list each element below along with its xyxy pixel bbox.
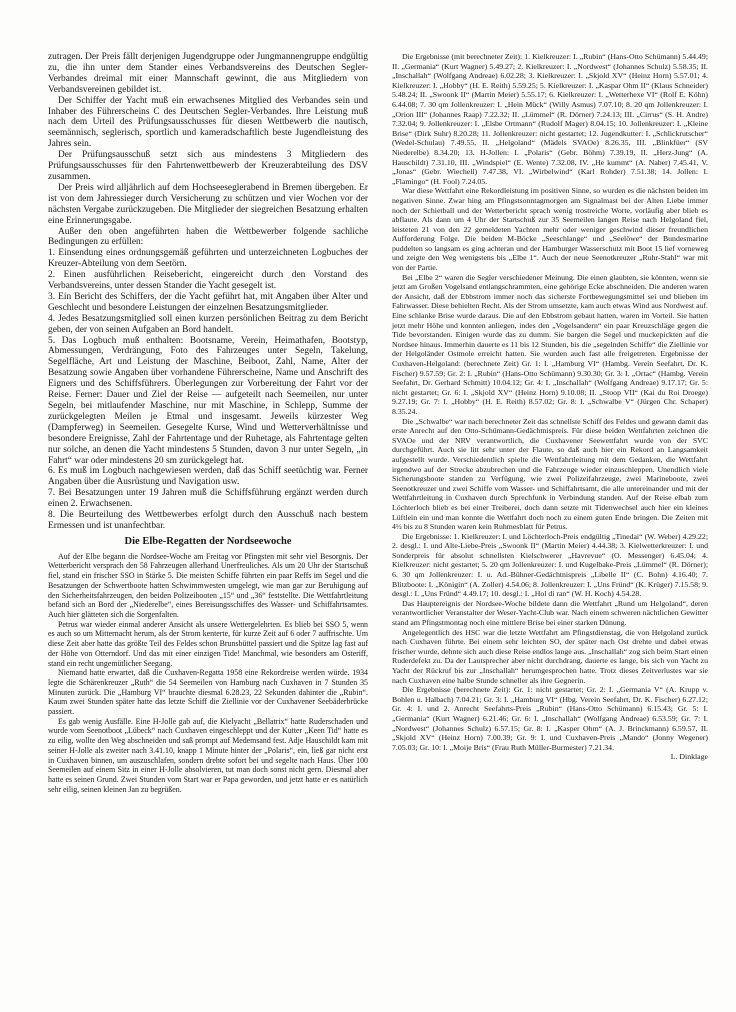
paragraph: zutragen. Der Preis fällt derjenigen Jugendgruppe oder Jungmannengruppe endgültig zu, die ihn unter dem Stander eines Verbandsvereins des Deutschen Segler-Verbandes dreimal mit einer Mannschaft gewinnt, die aus Mitgliedern von Verbandsvereinen gebildet ist. — [48, 52, 368, 95]
condition-item: 2. Einen ausführlichen Reisebericht, eingereicht durch den Vorstand des Verbandsvereins, unter dessen Stander die Yacht gesegelt ist. — [48, 270, 368, 292]
paragraph: Der Schiffer der Yacht muß ein erwachsenes Mitglied des Verbandes sein und Inhaber des Führerscheins C des Deutschen Segler-Verbandes. Ihre Leistung muß nach dem Urteil des Prüfungsausschusses für diesen Wettbewerb die nautisch, seemännisch, seglerisch, sportlich und kameradschaftlich beste Jugendleistung des Jahres sein. — [48, 95, 368, 150]
paragraph: Es gab wenig Ausfälle. Eine H-Jolle gab auf, die Kielyacht „Bellatrix“ hatte Ruderschaden und wurde vom Seenotboot „Lübeck“ nach Cuxhaven eingeschleppt und der Kutter „Keen Tid“ hatte es zu eilig, wollte den Weg abschneiden und saß prompt auf Medemsand fest. Adje Hauschildt kam mit seiner H-Jolle als zweiter nach 3.41.10, knapp 1 Minute hinter der „Polaris“, ein, ließ gar nicht erst in Cuxhaven binnen, um auszuschlafen, sondern drehte sofort bei und segelte nach Haus. Über 100 Seemeilen auf einem Sitz in einer H-Jolle absolvieren, tut man doch sonst nicht gern. Diesmal aber hatte es seinen Grund. Zwei Stunden vom Start war er Papa geworden, und jetzt hatte er es natürlich sehr eilig, seinen kleinen Jan zu begrüßen. — [48, 716, 368, 794]
results-paragraph: Die Ergebnisse (mit berechneter Zeit): 1. Kielkreuzer: I. „Rubin“ (Hans-Otto Schümann) 5.44.49; II. „Germania“ (Kurt Wagner) 5.49.27; 2. Kielkreuzer: I. „Nordwest“ (Johannes Schulz) 5.58.35; II. „Inschallah“ (Wolfgang Andreae) 6.02.28; 3. Kielkreuzer: I. „Skjold XV“ (Heinz Horn) 5.57.01; 4. Kielkreuzer: I. „Hobby“ (H. E. Reith) 5.59.25; 5. Kielkreuzer: I. „Kaspar Ohm II“ (Klaus Schneider) 5.48.24; II. „Swoonk II“ (Martin Meier) 5.55.17; 6. Kielkreuzer: I. „Wetterhexe VI“ (Rolf E. Köhn) 6.44.08; 7. 30 qm Jollenkreuzer: I. „Hein Mück“ (Willy Asmus) 7.07.10; 8. 20 qm Jollenkreuzer: I. „Orion III“ (Johannes Raap) 7.22.32; II. „Lümmel“ (R. Dörner) 7.24.13; III. „Cirrus“ (S. H. Andre) 7.32.04; 9. Jollenkreuzer: I. „Elsbe Ortmann“ (Rudolf Mager) 8.04.15; 10. Jollenkreuzer: I. „Kleine Brise“ (Dirk Suhr) 8.20.28; 11. Jollenkreuzer: nicht gestartet; 12. Jugendkutter: I. „Schlickrutscher“ (Wedel-Schulau) 7.49.55, II. „Helgoland“ (Mädels SVAOe) 8.26.35, III. „Blinkfüer“ (SV Niederelbe) 8.34.20; 13. H-Jollen: I. „Polaris“ (Gebr. Böhm) 7.39.19, II. „Herz-Jung“ (A. Hauschildt) 7.31.10, III. „Windspiel“ (E. Wente) 7.32.08, IV. „He kummt“ (A. Naber) 7.45.41, V. „Jonas“ (Gebr. Wiechell) 7.47.38, VI. „Wirbelwind“ (Karl Rohder) 7.51.38; 14. Jollen: I. „Flamingo“ (H. Fool) 7.24.05. — [392, 52, 708, 186]
condition-item: 4. Jedes Besatzungsmitglied soll einen kurzen persönlichen Beitrag zu dem Bericht geben, der von seinen Aufgaben an Bord handelt. — [48, 313, 368, 335]
author-signature: L. Dinklage — [670, 752, 708, 762]
paragraph: Außer den oben angeführten haben die Wettbewerber folgende sachliche Bedingungen zu erfüllen: — [48, 226, 368, 248]
condition-item: 6. Es muß im Logbuch nachgewiesen werden, daß das Schiff seetüchtig war. Ferner Angaben über die Ausrüstung und Navigation usw. — [48, 466, 368, 488]
condition-item: 7. Bei Besatzungen unter 19 Jahren muß die Schiffsführung ergänzt werden durch einen 2. Erwachsenen. — [48, 488, 368, 510]
paragraph: Das Hauptereignis der Nordsee-Woche bildete dann die Wettfahrt „Rund um Helgoland“, deren verantwortlicher Veranstalter der Weser-Yacht-Club war. Nach einem schweren nächtlichen Gewitter stand am Pfingstmontag noch eine mittlere Brise bei einer starken Dünung. — [392, 598, 708, 628]
right-column — [392, 52, 708, 762]
paragraph: Bei „Elbe 2“ waren die Segler verschiedener Meinung. Die einen glaubten, sie könnten, wenn sie jetzt am Großen Vogelsand entlangschrammten, eine gehörige Ecke abschneiden. Die anderen waren der Ansicht, daß der Ebbstrom immer noch das sicherste Fortbewegungsmittel sei und blieben im Fahrwasser. Diese behielten Recht. Als der Strom umsetzte, kam auch etwas Wind aus Nordwest auf. Eine schlanke Brise wurde daraus. Die auf den Ebbstrom gebaut hatten, waren im Vorteil. Sie hatten jetzt mehr Höhe und konnten anliegen, indes den „Vogelsandern“ ein paar Kreuzschläge gegen die Tide bevorstanden. Einigen wurde das zu dumm. Sie bargen die Segel und muckepickten auf die Nordsee hinaus. Immerhin dauerte es 11 bis 12 Stunden, bis die „segelnden Schiffe“ die Ziellinie vor der Helgoländer Ostmole erreicht hatten. Sie wurden auch fast alle freigetreten. Ergebnisse der Cuxhaven-Helgoland: (berechnete Zeit) Gr. 1: I. „Hamburg VI“ (Hambg. Verein Seefahrt, Dr. K. Fischer) 9.57.59; Gr. 2: I. „Rubin“ (Hans-Otto Schümann) 9.30.30; Gr. 3: I. „Ortac“ (Hambg. Verein Seefahrt, Dr. Gerhard Schmitt) 10.04.12; Gr. 4: I. „Inschallah“ (Wolfgang Andreae) 9.17.17; Gr. 5: nicht gestartet; Gr. 6: I. „Skjold XV“ (Heinz Horn) 9.10.08; II. „Stoop VII“ (Kai du Roi Droege) 9.27.19; Gr. 7: I. „Hobby“ (H. E. Reith) 8.57.02; Gr. 8: I. „Schwalbe V“ (Jürgen Chr. Schaper) 8.35.24. — [392, 272, 708, 416]
paragraph: Petrus war wieder einmal anderer Ansicht als unsere Wettergelehrten. Es blieb bei SSO 5, wenn es auch so um Mitternacht herum, als der Strom kenterte, für kurze Zeit auf 6 oder 7 auffrischte. Um diese Zeit aber hatte das größte Teil des Feldes schon Brunsbüttel passiert und die Spitze lag fast auf der Höhe von Otterndorf. Und das mit einer einzigen Tide! Manchmal, wie besonders am Osteriff, stand ein recht ungemütlicher Seegang. — [48, 619, 368, 668]
paragraph: Niemand hatte erwartet, daß die Cuxhaven-Regatta 1958 eine Rekordreise werden würde. 1934 legte die Schärenkreuzer „Ruth“ die 54 Seemeilen von Hamburg nach Cuxhaven in 7 Stunden 35 Minuten zurück. Die „Hamburg VI“ brauchte diesmal 6.28.23, 22 Sekunden dahinter die „Rubin“. Kaum zwei Stunden später hatte das letzte Schiff die Ziellinie vor der Cuxhavener Seebäderbrücke passiert. — [48, 668, 368, 717]
paragraph: Der Preis wird alljährlich auf dem Hochseeseglerabend in Bremen übergeben. Er ist von dem Jahressieger durch Versicherung zu schützen und vier Wochen vor der nächsten Vergabe zurückzugeben. Die Mitglieder der siegreichen Besatzung erhalten eine Erinnerungsgabe. — [48, 182, 368, 226]
condition-item: 3. Ein Bericht des Schiffers, der die Yacht geführt hat, mit Angaben über Alter und Geschlecht und besondere Leistungen der einzelnen Besatzungsmitglieder. — [48, 291, 368, 313]
paragraph: Der Prüfungsausschuß setzt sich aus mindestens 3 Mitgliedern des Prüfungsausschusses für den Fahrtenwettbewerb der Kreuzerabteilung des DSV zusammen. — [48, 150, 368, 182]
left-column — [48, 52, 368, 794]
results-paragraph: Die Ergebnisse: 1. Kielkreuzer: I. und Löchterloch-Preis endgültig „Tinedai“ (W. Weber) 4.29.22; 2. desgl.: I. und Alte-Liebe-Preis „Swoonk II“ (Martin Meier) 4.44.38; 3. Kielwetterkreuzer: I. und Sonderpreis für absolut schnellsten Kielschwerer „Havrevue“ (O. Messenger) 6.45.04; 4. Kielkreuzer: nicht gestartet; 5. 20 qm Jollenkreuzer: I. und Kugelbake-Preis „Lümmel“ (R. Dörner); 6. 30 qm Jollenkreuzer: I. u. Ad.-Bühner-Gedächtnispreis „Libelle II“ (C. Bohn) 4.16.40; 7. Blitzboote: I. „Königin“ (A. Zoller) 4.54.06; 8. Jollenkreuzer: I. „Uns Fründ“ (K. Krüger) 7.15.58; 9. desgl.: I. „Uns Fründ“ 4.49.17; 10. desgl.: I. „Hol di ran“ (W. H. Koch) 4.54.28. — [392, 531, 708, 599]
results-paragraph: Die Ergebnisse (berechnete Zeit): Gr. 1: nicht gestartet; Gr. 2: I. „Germania V“ (A. Krupp v. Bohlen u. Halbach) 7.04.21; Gr. 3: I. „Hamburg VI“ (Hbg. Verein Seefahrt, Dr. K. Fischer) 6.27.12; Gr. 4: I. und 2. Anrecht Seefahrts-Preis „Rubin“ (Hans-Otto Schümann) 6.15.43; Gr. 5: I. „Germania“ (Kurt Wagner) 6.21.46; Gr. 6: I. „Inschallah“ (Wolfgang Andreae) 6.53.59; Gr. 7: I. „Nordwest“ (Johannes Schulz) 6.57.15; Gr. 8: I. „Kasper Ohm“ (A. J. Brinckmann) 6.59.57, II. „Skjold XV“ (Heinz Horn) 7.00.39; Gr. 9: I. und Cuxhaven-Preis „Mando“ (Jonny Wegener) 7.05.03; Gr. 10: I. „Moije Bris“ (Frau Ruth Müller-Burmester) 7.21.34. — [392, 685, 708, 752]
condition-item: 5. Das Logbuch muß enthalten: Bootsname, Verein, Heimathafen, Bootstyp, Abmessungen, Verdrängung, Foto des Fahrzeuges unter Segeln, Takelung, Segelfläche, Art und Leistung der Maschine, Beiboot, Zahl, Name, Alter der Besatzung sowie Angaben über vorhandene Führerscheine, Name und Anschrift des Eigners und des Schiffsführers. Überlegungen zur Vorbereitung der Fahrt vor der Reise. Ferner: Dauer und Ziel der Reise — aufgeteilt nach Seemeilen, nur unter Segeln, bei mitlaufender Maschine, nur mit Maschine, in Schlepp, Summe der zurückgelegten Meilen je Etmal und insgesamt. Jeweils kürzester Weg (Dampferweg) in Seemeilen. Gesegelte Kurse, Wind und Wetterverhältnisse und besondere Ereignisse, Zahl der Fahrtentage und der Ruhetage, als Fahrtentage gelten nur solche, an denen die Yacht mindestens 5 Stunden, davon 3 nur unter Segeln, „in Fahrt“ war oder mindestens 20 sm zurückgelegt hat. — [48, 335, 368, 466]
condition-item: 1. Einsendung eines ordnungsgemäß geführten und unterzeichneten Logbuches der Kreuzer-Abteilung von dem Seetörn. — [48, 248, 368, 270]
paragraph: Die „Schwalbe“ war nach berechneter Zeit das schnellste Schiff des Feldes und gewann damit das erste Anrecht auf den Otto-Schümann-Gedächtnispreis. Für diese beiden Wettfahrten zeichnen die SVAOe und der NRV verantwortlich, die Cuxhavener Seewettfahrt wurde von der SVC durchgeführt. Auch sie litt sehr unter der Flaute, so daß auch hier ein Rekord an Langsamkeit aufgestellt wurde. Verschiedentlich spielte die Wettfahrtleitung mit dem Gedanken, die Wettfahrt irgendwo auf der Strecke abzubrechen und die Fahrzeuge wieder einzuschleppen. Unendlich viele Sicherungsboote standen zu Verfügung, wie zwei Polizeifahrzeuge, zwei Marineboote, zwei Seenotkreuzer und zwei Schiffe vom Wasser- und Schiffahrtsamt, die alle untereinander und mit der Wettfahrtleitung in Cuxhaven durch Sprechfunk in Verbindung standen. Auf der Reise elbab zum Löchterloch blieb es bei einer Treiberei, doch dann setzte mit Tidenwechsel auch hier ein kleines Lüftlein ein und man konnte die Wettfahrt doch noch zu einem guten Ende bringen. Die Zeiten mit 4½ bis zu 8 Stunden waren kein Ruhmesblatt für Petrus. — [392, 416, 708, 532]
paragraph: Auf der Elbe begann die Nordsee-Woche am Freitag vor Pfingsten mit sehr viel Besorgnis. Der Wetterbericht versprach den 58 Fahrzeugen allerhand Unerfreuliches. Als um 20 Uhr der Startschuß fiel, stand ein frischer SSO in Stärke 5. Die meisten Schiffe führten ein paar Reffs im Segel und die Besatzungen der Schwertboote hatten Schwimmwesten umgelegt, wie man gar zur Beruhigung auf den Sicherheitsfahrzeugen, den beiden Polizeibooten „15“ und „36“ feststellte. Die Wettfahrtleitung befand sich an Bord der „Niederelbe“, eines Bereisungsschiffes des Wasser- und Schiffahrtsamtes. Auch hier glätteten sich die Sorgenfalten. — [48, 551, 368, 619]
left-upper-text — [48, 52, 368, 532]
paragraph: War diese Wettfahrt eine Rekordleistung im positiven Sinne, so wurden es die nächsten beiden im negativen Sinne. Zwar hing am Pfingstsonntagmorgen am Signalmast bei der Alten Liebe immer noch der Schietball und der Wetterbericht sprach wenig trostreiche Worte, vorläufig aber blieb es abflaute. Als dann um 4 Uhr der Startschuß zur 35 Seemeilen langen Reise nach Helgoland fiel, leisteten 21 von den 22 gemeldeten Yachten mehr oder weniger geschwind dieser freundlichen Aufforderung Folge. Die beiden M-Böcke „Seeschlange“ und „Seelöwe“ der Bundesmarine puddelten so langsam es ging achteran und der Hamburger Wasserschutz mit Boot 15 lief vorneweg und zeigte den Weg wenigstens bis „Elbe 1“. Auch der neue Seenotkreuzer „Ruhr-Stahl“ war mit von der Partie. — [392, 186, 708, 273]
condition-item: 8. Die Beurteilung des Wettbewerbes erfolgt durch den Ausschuß nach bestem Ermessen und ist unanfechtbar. — [48, 510, 368, 531]
paragraph: Angelegentlich des HSC war die letzte Wettfahrt am Pfingstdienstag, die von Helgoland zurück nach Cuxhaven führte. Bei einem sehr leichten SO, der später nach Ost drehte und dabei etwas frischer wurde, dehnte sich auch diese Reise endlos lange aus. „Inschallah“ zog sich beim Start einen Ruderdefekt zu. Da der Lautsprecher aber nicht durchdrang, dauerte es lange, bis sich von Yacht zu Yacht der Rückruf bis zur „Inschallah“ herumgesprochen hatte. Trotz dieses Zeitverlustes war sie nach Cuxhaven eine halbe Stunde schneller als ihre Gegnerin. — [392, 627, 708, 685]
left-lower-text — [48, 552, 368, 795]
section-heading: Die Elbe-Regatten der Nordseewoche — [124, 535, 292, 547]
